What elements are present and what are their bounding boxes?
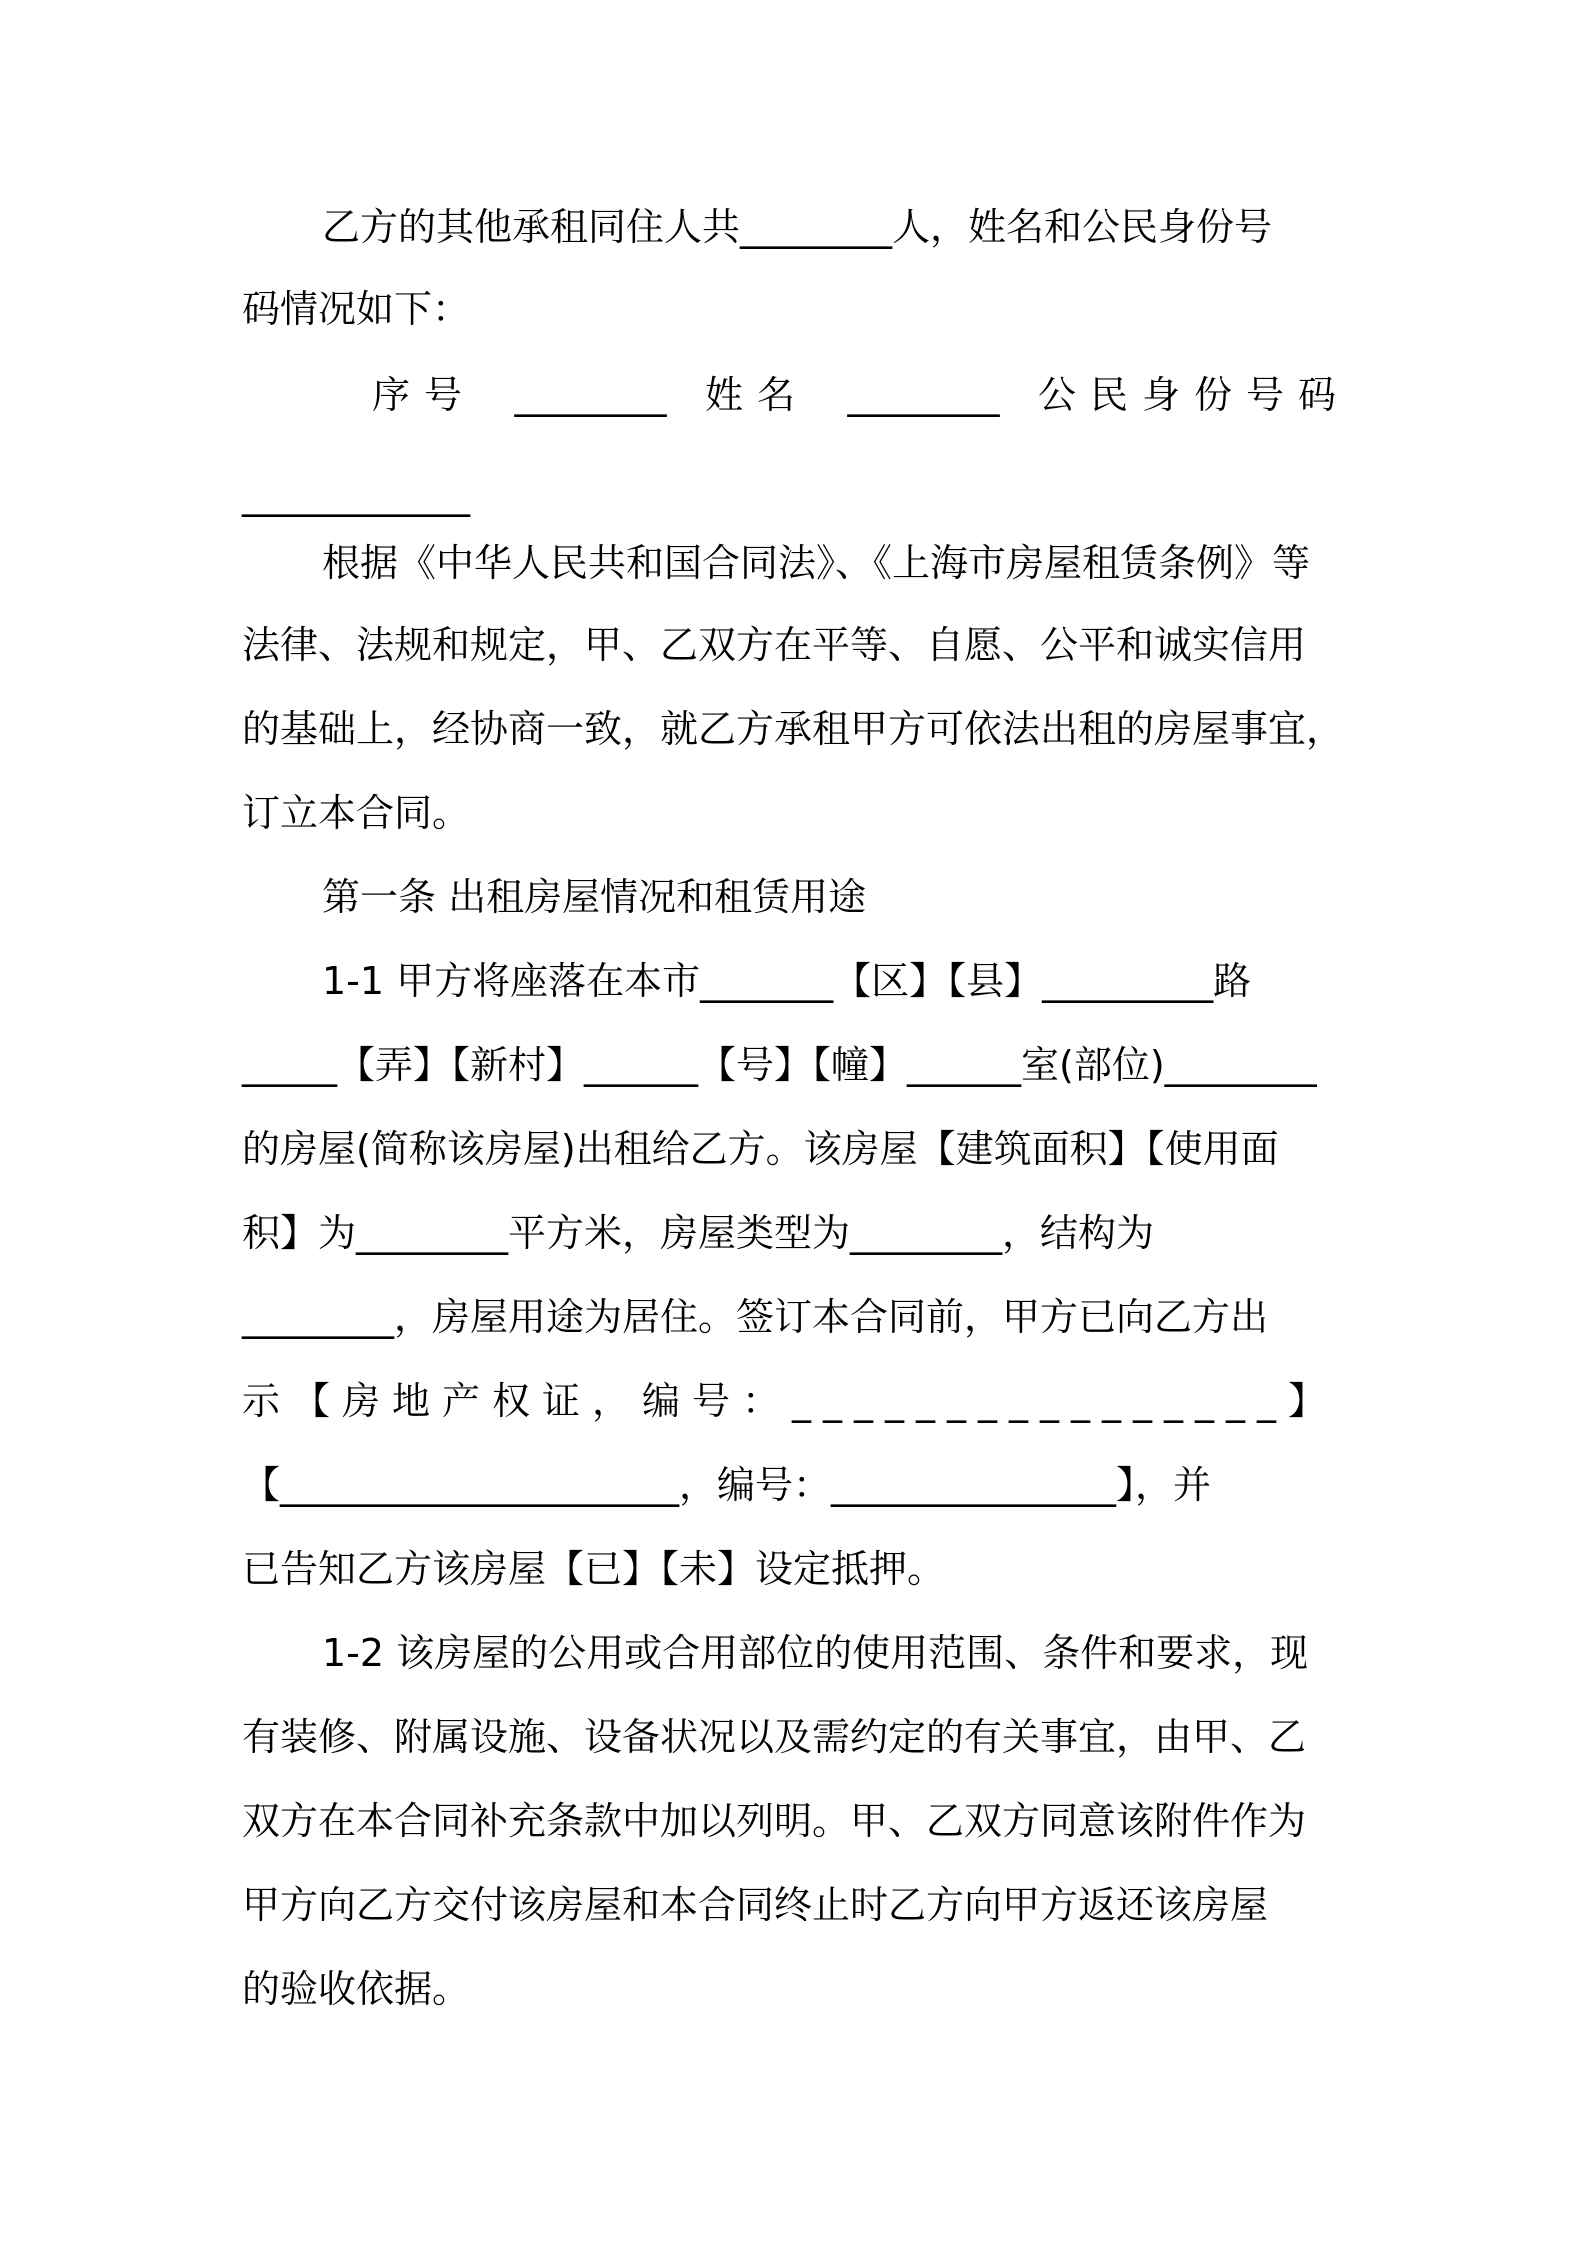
name-blank: ________ bbox=[847, 373, 1000, 417]
clause-1-2-line-2: 有装修、附属设施、设备状况以及需约定的有关事宜，由甲、乙 bbox=[242, 1715, 1307, 1759]
preamble-line-4: 订立本合同。 bbox=[242, 791, 471, 835]
clause-1-1-line-1: 1-1 甲方将座落在本市_______【区】【县】_________路 bbox=[322, 959, 1252, 1003]
clause-1-1-line-8: 已告知乙方该房屋【已】【未】设定抵押。 bbox=[242, 1547, 946, 1591]
clause-1-1-line-4: 积】为________平方米，房屋类型为________，结构为 bbox=[242, 1211, 1155, 1255]
clause-1-2-line-3: 双方在本合同补充条款中加以列明。甲、乙双方同意该附件作为 bbox=[242, 1799, 1307, 1843]
preamble-line-3: 的基础上，经协商一致，就乙方承租甲方可依法出租的房屋事宜， bbox=[242, 707, 1345, 751]
clause-1-1-line-2: _____【弄】【新村】______【号】【幢】______室(部位)________ bbox=[242, 1043, 1317, 1087]
name-label: 姓名 bbox=[704, 373, 809, 417]
clause-1-2-line-5: 的验收依据。 bbox=[242, 1967, 471, 2011]
clause-1-2-line-4: 甲方向乙方交付该房屋和本合同终止时乙方向甲方返还该房屋 bbox=[242, 1883, 1269, 1927]
seq-label: 序号 bbox=[372, 373, 477, 417]
preamble-line-2: 法律、法规和规定，甲、乙双方在平等、自愿、公平和诚实信用 bbox=[242, 623, 1307, 667]
clause-1-1-line-3: 的房屋(简称该房屋)出租给乙方。该房屋【建筑面积】【使用面 bbox=[242, 1127, 1279, 1171]
occupants-line-1: 乙方的其他承租同住人共________人，姓名和公民身份号 bbox=[322, 205, 1273, 249]
id-label: 公民身份号码 bbox=[1037, 373, 1350, 417]
occupant-fields-row bbox=[372, 370, 1350, 420]
occupants-line-2: 码情况如下： bbox=[242, 287, 471, 331]
article-title: 第一条 出租房屋情况和租赁用途 bbox=[322, 875, 867, 919]
clause-1-1-line-6: 示【房地产权证，编号：________________】 bbox=[242, 1379, 1339, 1423]
seq-blank: ________ bbox=[514, 373, 667, 417]
clause-1-1-line-7: 【_____________________，编号：_______________】，并 bbox=[242, 1463, 1212, 1507]
clause-1-2-line-1: 1-2 该房屋的公用或合用部位的使用范围、条件和要求，现 bbox=[322, 1631, 1309, 1675]
clause-1-1-line-5: ________，房屋用途为居住。签订本合同前，甲方已向乙方出 bbox=[242, 1295, 1269, 1339]
preamble-line-1: 根据《中华人民共和国合同法》、《上海市房屋租赁条例》等 bbox=[322, 541, 1311, 585]
id-blank-line: ____________ bbox=[242, 473, 470, 517]
